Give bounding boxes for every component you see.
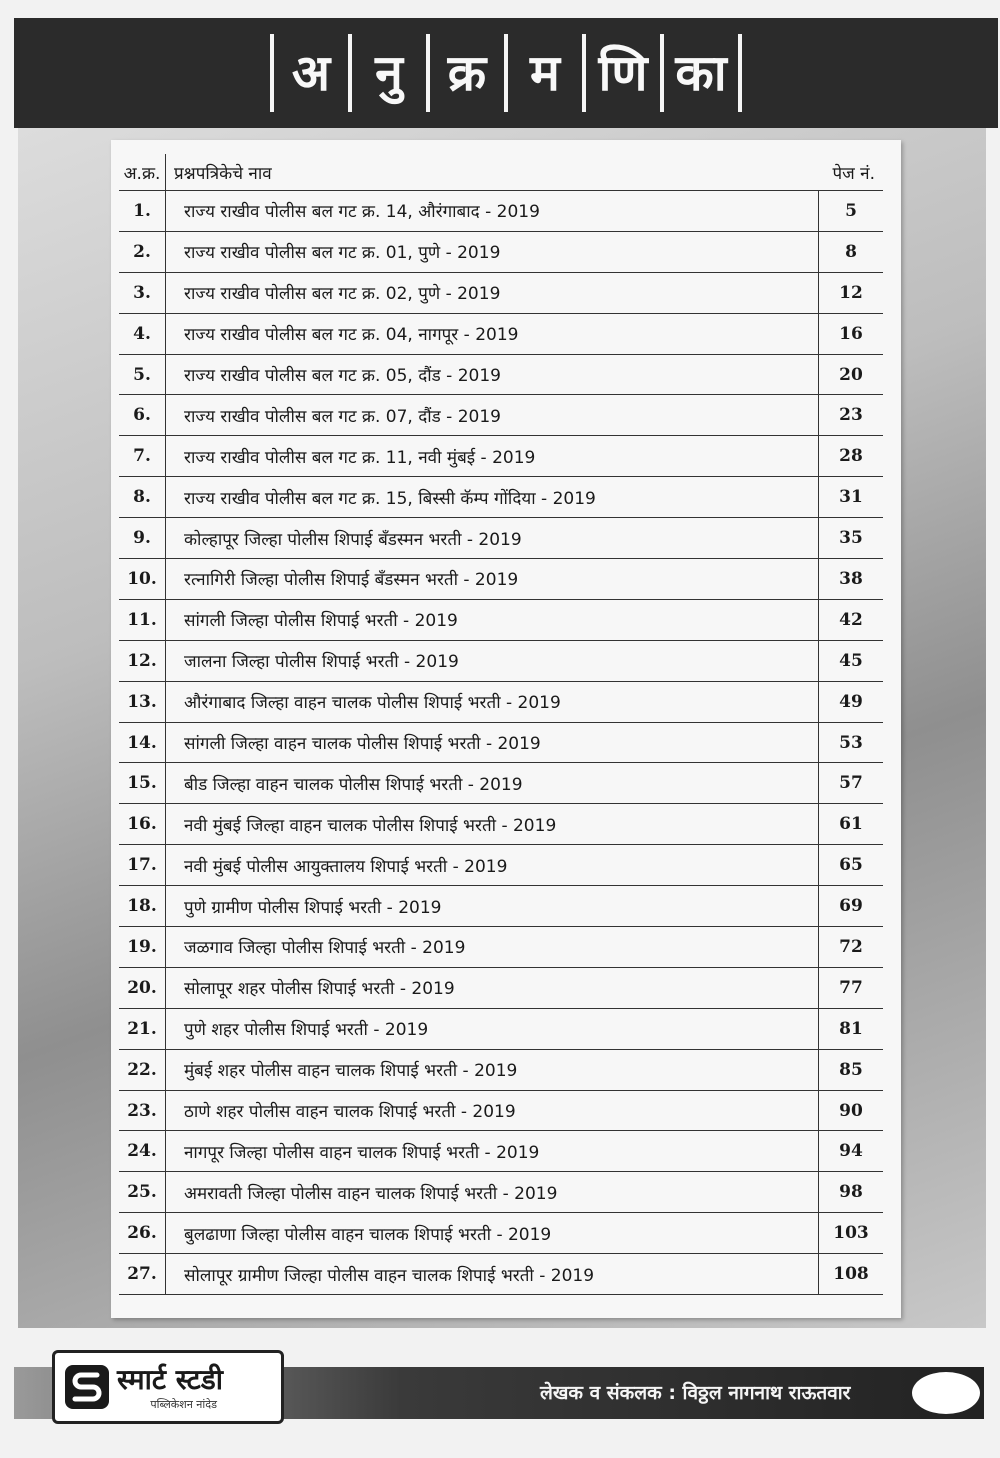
table-row <box>119 1090 883 1131</box>
table-row <box>119 722 883 763</box>
row-number: 6. <box>119 395 166 436</box>
row-number: 24. <box>119 1131 166 1172</box>
table-row <box>119 763 883 804</box>
row-title: बीड जिल्हा वाहन चालक पोलीस शिपाई भरती - 2019 <box>166 763 819 804</box>
table-row <box>119 681 883 722</box>
table-row <box>119 1254 883 1295</box>
row-page: 38 <box>819 559 884 600</box>
row-number: 7. <box>119 436 166 477</box>
title-divider <box>348 34 352 112</box>
title-char: क्र <box>447 44 487 102</box>
title-divider <box>738 34 742 112</box>
row-number: 12. <box>119 640 166 681</box>
row-title: मुंबई शहर पोलीस वाहन चालक शिपाई भरती - 2019 <box>166 1049 819 1090</box>
row-title: अमरावती जिल्हा पोलीस वाहन चालक शिपाई भरती - 2019 <box>166 1172 819 1213</box>
row-number: 10. <box>119 559 166 600</box>
row-page: 77 <box>819 967 884 1008</box>
row-title: पुणे शहर पोलीस शिपाई भरती - 2019 <box>166 1008 819 1049</box>
row-page: 45 <box>819 640 884 681</box>
row-number: 13. <box>119 681 166 722</box>
row-title: नवी मुंबई पोलीस आयुक्तालय शिपाई भरती - 2019 <box>166 845 819 886</box>
table-row <box>119 231 883 272</box>
column-header-title: प्रश्नपत्रिकेचे नाव <box>166 154 819 191</box>
row-page: 53 <box>819 722 884 763</box>
table-row <box>119 354 883 395</box>
table-row <box>119 559 883 600</box>
title-char: नु <box>375 44 403 102</box>
row-page: 90 <box>819 1090 884 1131</box>
header-band <box>14 18 998 128</box>
row-number: 9. <box>119 518 166 559</box>
row-page: 16 <box>819 313 884 354</box>
table-row <box>119 640 883 681</box>
row-number: 22. <box>119 1049 166 1090</box>
toc-body <box>119 191 883 1295</box>
table-row <box>119 967 883 1008</box>
title-char: म <box>530 44 560 102</box>
table-row <box>119 927 883 968</box>
table-row <box>119 1049 883 1090</box>
title-char: णि <box>598 44 648 102</box>
toc-table <box>119 154 883 1295</box>
row-title: औरंगाबाद जिल्हा वाहन चालक पोलीस शिपाई भरती - 2019 <box>166 681 819 722</box>
publisher-logo-icon <box>63 1363 111 1411</box>
row-page: 23 <box>819 395 884 436</box>
row-title: जालना जिल्हा पोलीस शिपाई भरती - 2019 <box>166 640 819 681</box>
table-row <box>119 1172 883 1213</box>
row-title: राज्य राखीव पोलीस बल गट क्र. 14, औरंगाबाद - 2019 <box>166 191 819 232</box>
column-header-no: अ.क्र. <box>119 154 166 191</box>
row-title: रत्नागिरी जिल्हा पोलीस शिपाई बॅंडस्मन भरती - 2019 <box>166 559 819 600</box>
table-row <box>119 477 883 518</box>
table-row <box>119 272 883 313</box>
row-page: 49 <box>819 681 884 722</box>
row-number: 8. <box>119 477 166 518</box>
table-row <box>119 1131 883 1172</box>
row-number: 19. <box>119 927 166 968</box>
page-title <box>14 18 998 128</box>
row-page: 103 <box>819 1213 884 1254</box>
row-number: 15. <box>119 763 166 804</box>
table-row <box>119 436 883 477</box>
table-row <box>119 313 883 354</box>
row-number: 5. <box>119 354 166 395</box>
table-row <box>119 518 883 559</box>
row-title: नवी मुंबई जिल्हा वाहन चालक पोलीस शिपाई भरती - 2019 <box>166 804 819 845</box>
row-page: 81 <box>819 1008 884 1049</box>
row-page: 85 <box>819 1049 884 1090</box>
row-number: 17. <box>119 845 166 886</box>
row-number: 14. <box>119 722 166 763</box>
row-title: सोलापूर शहर पोलीस शिपाई भरती - 2019 <box>166 967 819 1008</box>
publisher-subtitle: पब्लिकेशन नांदेड <box>150 1397 217 1411</box>
row-number: 23. <box>119 1090 166 1131</box>
row-title: ठाणे शहर पोलीस वाहन चालक शिपाई भरती - 2019 <box>166 1090 819 1131</box>
table-row <box>119 804 883 845</box>
row-title: नागपूर जिल्हा पोलीस वाहन चालक शिपाई भरती - 2019 <box>166 1131 819 1172</box>
row-number: 16. <box>119 804 166 845</box>
title-divider <box>504 34 508 112</box>
row-title: सांगली जिल्हा वाहन चालक पोलीस शिपाई भरती - 2019 <box>166 722 819 763</box>
row-title: राज्य राखीव पोलीस बल गट क्र. 11, नवी मुंबई - 2019 <box>166 436 819 477</box>
row-number: 20. <box>119 967 166 1008</box>
row-page: 57 <box>819 763 884 804</box>
page-number-oval <box>912 1372 980 1414</box>
row-title: सोलापूर ग्रामीण जिल्हा पोलीस वाहन चालक शिपाई भरती - 2019 <box>166 1254 819 1295</box>
table-header-row <box>119 154 883 191</box>
row-number: 2. <box>119 231 166 272</box>
publisher-logo <box>52 1350 284 1424</box>
row-title: राज्य राखीव पोलीस बल गट क्र. 15, बिस्सी कॅम्प गोंदिया - 2019 <box>166 477 819 518</box>
row-title: कोल्हापूर जिल्हा पोलीस शिपाई बॅंडस्मन भरती - 2019 <box>166 518 819 559</box>
row-number: 4. <box>119 313 166 354</box>
table-row <box>119 191 883 232</box>
table-row <box>119 845 883 886</box>
title-divider <box>582 34 586 112</box>
author-credit: लेखक व संकलक : विठ्ठल नागनाथ राऊतवार <box>540 1382 851 1404</box>
row-page: 8 <box>819 231 884 272</box>
row-title: बुलढाणा जिल्हा पोलीस वाहन चालक शिपाई भरती - 2019 <box>166 1213 819 1254</box>
row-title: राज्य राखीव पोलीस बल गट क्र. 01, पुणे - 2019 <box>166 231 819 272</box>
row-title: सांगली जिल्हा पोलीस शिपाई भरती - 2019 <box>166 599 819 640</box>
row-page: 20 <box>819 354 884 395</box>
row-number: 18. <box>119 886 166 927</box>
row-page: 28 <box>819 436 884 477</box>
title-char: अ <box>291 44 331 102</box>
row-page: 61 <box>819 804 884 845</box>
row-title: राज्य राखीव पोलीस बल गट क्र. 02, पुणे - 2019 <box>166 272 819 313</box>
table-row <box>119 1008 883 1049</box>
table-row <box>119 599 883 640</box>
row-page: 98 <box>819 1172 884 1213</box>
column-header-page: पेज नं. <box>819 154 884 191</box>
row-page: 65 <box>819 845 884 886</box>
row-page: 72 <box>819 927 884 968</box>
row-number: 27. <box>119 1254 166 1295</box>
row-page: 31 <box>819 477 884 518</box>
row-title: जळगाव जिल्हा पोलीस शिपाई भरती - 2019 <box>166 927 819 968</box>
table-row <box>119 886 883 927</box>
row-title: पुणे ग्रामीण पोलीस शिपाई भरती - 2019 <box>166 886 819 927</box>
row-page: 35 <box>819 518 884 559</box>
title-divider <box>426 34 430 112</box>
row-number: 1. <box>119 191 166 232</box>
row-number: 21. <box>119 1008 166 1049</box>
row-title: राज्य राखीव पोलीस बल गट क्र. 07, दौंड - 2019 <box>166 395 819 436</box>
table-row <box>119 395 883 436</box>
toc-sheet <box>111 140 901 1318</box>
row-number: 11. <box>119 599 166 640</box>
row-page: 108 <box>819 1254 884 1295</box>
row-page: 5 <box>819 191 884 232</box>
table-row <box>119 1213 883 1254</box>
row-page: 42 <box>819 599 884 640</box>
row-title: राज्य राखीव पोलीस बल गट क्र. 05, दौंड - 2019 <box>166 354 819 395</box>
row-number: 3. <box>119 272 166 313</box>
publisher-name: स्मार्ट स्टडी <box>117 1362 223 1396</box>
row-page: 12 <box>819 272 884 313</box>
row-page: 69 <box>819 886 884 927</box>
row-number: 26. <box>119 1213 166 1254</box>
row-title: राज्य राखीव पोलीस बल गट क्र. 04, नागपूर - 2019 <box>166 313 819 354</box>
title-divider <box>660 34 664 112</box>
row-number: 25. <box>119 1172 166 1213</box>
title-char: का <box>675 44 727 102</box>
row-page: 94 <box>819 1131 884 1172</box>
title-divider <box>270 34 274 112</box>
